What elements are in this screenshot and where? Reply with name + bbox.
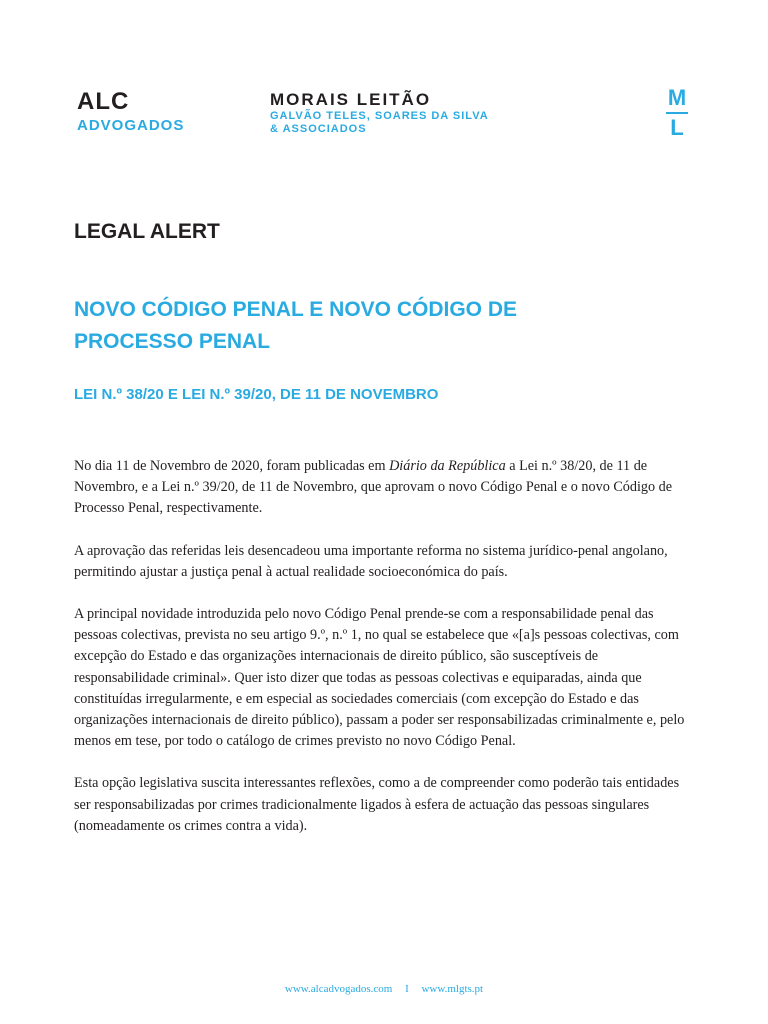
ml-monogram-bottom: L [670, 115, 684, 140]
paragraph-1-part-b: a Lei n.º 38/20, de 11 de Novembro, e a Lei n.º 39/20, de 11 de Novembro, que aprovam o novo Código Penal e o novo Código de Processo Penal, respectivamente. [74, 458, 673, 517]
footer-link-mlgts[interactable]: www.mlgts.pt [421, 983, 484, 995]
alc-logo-main: ALC [77, 88, 130, 115]
ml-logo-main: MORAIS LEITÃO [270, 90, 432, 109]
morais-leitao-logo [270, 90, 489, 136]
alc-advogados-logo [77, 90, 184, 136]
paragraph-1 [74, 456, 694, 520]
paragraph-4: Esta opção legislativa suscita interessantes reflexões, como a de compreender como poderão tais entidades ser responsabilizadas por crimes tradicionalmente ligados à esfera de actuação das pessoas singulares (nomeadamente os crimes contra a vida). [74, 775, 680, 834]
ml-monogram-logo [664, 86, 690, 140]
document-subtitle: LEI N.º 38/20 E LEI N.º 39/20, DE 11 DE NOVEMBRO [74, 386, 439, 403]
paragraph-3: A principal novidade introduzida pelo novo Código Penal prende-se com a responsabilidade penal das pessoas colectivas, prevista no seu artigo 9.º, n.º 1, no qual se estabelece que «[a]s pessoas colectivas, com excepção do Estado e das organizações internacionais de direito público, são susceptíveis de responsabilidade criminal». Quer isto dizer que todas as pessoas colectivas e equiparadas, ainda que constituídas irregularmente, e em especial as sociedades comerciais (com excepção do Estado e das organizações internacionais de direito público), passam a poder ser responsabilizadas criminalmente e, pelo menos em tese, por todo o catálogo de crimes previsto no novo Código Penal. [74, 606, 685, 750]
footer-link-alc[interactable]: www.alcadvogados.com [284, 983, 393, 995]
document-body [74, 456, 694, 858]
paragraph-1-part-a: No dia 11 de Novembro de 2020, foram publicadas em [74, 458, 390, 474]
ml-logo-line2: & ASSOCIADOS [270, 123, 367, 135]
ml-logo-line1: GALVÃO TELES, SOARES DA SILVA [270, 110, 489, 122]
paragraph-1-italic: Diário da República [389, 458, 506, 474]
ml-monogram-divider [666, 112, 688, 114]
document-label: LEGAL ALERT [74, 220, 220, 243]
document-title: NOVO CÓDIGO PENAL E NOVO CÓDIGO DE PROCESSO PENAL [74, 298, 517, 353]
ml-monogram-top: M [667, 85, 687, 110]
footer-separator: I [405, 983, 409, 995]
paragraph-2: A aprovação das referidas leis desencadeou uma importante reforma no sistema jurídico-penal angolano, permitindo ajustar a justiça penal à actual realidade socioeconómica do país. [74, 542, 668, 580]
alc-logo-sub: ADVOGADOS [77, 117, 185, 134]
footer [0, 983, 768, 995]
